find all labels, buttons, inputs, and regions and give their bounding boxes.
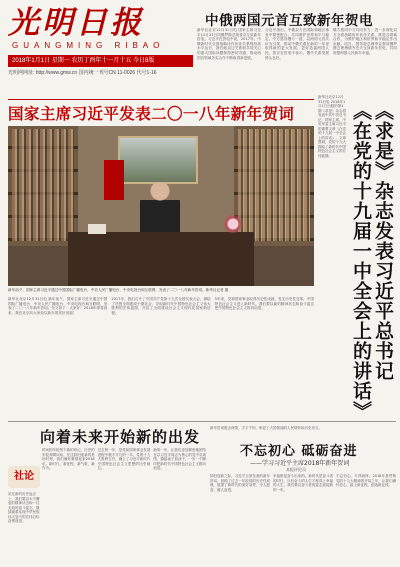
commentary-section [210,426,396,562]
commentary-column: 幸福都是奋斗出来的。新时代是奋斗者的时代，只有奋斗的人生才称得上幸福的人生。我们要以奋斗者的姿态迎接新的一年。 [273,474,333,492]
top-right-body [197,28,397,88]
commentary-column: 不忘初心，方得始终。2018年是贯彻党的十九大精神的开局之年，让我们满怀信心，踏上新征程，创造新业绩。 [336,474,396,487]
flag [104,160,124,200]
right-story-body: 新华社北京12月31日电 2018年1月1日出版的第1期《求是》杂志将发表中共中央总书记、国家主席、中央军委主席习近平的重要文章《在党的十九届一中全会上的讲话》。文章强调，党的十九大描绘了新时代中国特色社会主义的宏伟蓝图。 [318,95,346,158]
date-band: 2018年1月1日 星期一 农历丁酉年十一月十五 今日8版 [8,55,193,67]
section-divider [8,421,396,422]
commentary-headline[interactable]: 不忘初心 砥砺奋进 [240,444,358,459]
commentary-subheadline: ——学习习近平主席2018年新年贺词 [250,460,350,467]
commentary-column: 辞旧迎新之际，习近平主席发表的新年贺词，回顾了过去一年取得的历史性成就，展望了新时代的美好前景，令人振奋，催人奋进。 [210,474,270,492]
flower-vase [222,214,244,234]
masthead-pinyin: GUANGMING RIBAO [12,41,165,50]
editorial-badge: 社论 [8,466,40,488]
top-right-column: 习近平指出，中俄双方在国际和地区事务中紧密配合，共同维护世界和平与稳定。中方愿同俄方一道，以两国元首共识为引领，推动中俄关系在新的一年里取得新的更大发展，更好造福两国人民。普京在贺电中表示，俄中关系发展势头良好。 [265,28,329,60]
editorial-column: 新的一年，让我们更加紧密地团结在以习近平同志为核心的党中央周围，撸起袖子加油干，一步一个脚印把新时代中国特色社会主义推向前进。 [153,448,207,470]
masthead-title: 光明日报 [8,5,144,41]
main-headline[interactable]: 国家主席习近平发表二〇一八年新年贺词 [8,105,295,123]
landscape-painting [118,136,198,184]
divider [8,99,314,100]
top-right-headline[interactable]: 中俄两国元首互致新年贺电 [205,13,373,29]
lead-photo[interactable] [8,126,314,286]
main-body-column: 2017年，我们召开了中国共产党第十九次全国代表大会，描绘了决胜全面建成小康社会、夺取新时代中国特色社会主义伟大胜利的宏伟蓝图，开启了全面建设社会主义现代化国家新征程。 [111,297,211,315]
editorial-body [42,448,206,560]
editorial-headline[interactable]: 向着未来开始新的出发 [40,428,201,446]
desk [68,232,254,286]
commentary-body [210,474,396,560]
editorial-section [8,426,206,562]
main-body-column: 新华社北京12月31日电 新年前夕，国家主席习近平通过中国国际广播电台、中央人民广播电台、中央电视台和互联网，发表了二〇一八年新年贺词。全文如下：大家好！2018年即将到来，我在北京向大家致以新年的美好祝福！ [8,297,108,315]
books-right [238,129,310,241]
top-right-column: 新华社北京12月31日电 国家主席习近平12月31日同俄罗斯总统普京互致新年贺电。习近平在贺电中说，2017年，中俄新时代全面战略协作伙伴关系保持高水平运行，我们就双边关系和共同关心的重大国际问题保持密切沟通，推动两国各领域务实合作不断取得新进展。 [197,28,261,60]
photo-caption: 新年前夕，国家主席习近平通过中国国际广播电台、中央人民广播电台、中央电视台和互联网，发表了二〇一八年新年贺词。新华社记者 摄 [8,288,229,292]
right-story [318,95,396,421]
main-body [8,297,314,417]
editorial-column: 站在新的历史起点上，我们要以永不懈怠的精神状态和一往无前的奋斗姿态，继续朝着实现中华民族伟大复兴的宏伟目标奋勇前进。 [8,492,40,523]
editorial-column: 时间的年轮刻下新的印记，历史的车轮奔腾向前。在这辞旧迎新的美好时刻，我们满怀豪情迎来2018年。新时代，新征程，新气象，新作为。 [42,448,95,470]
editorial-column: 过去的一年，是党和国家事业发展进程中极不平凡的一年。党的十九大胜利召开，确立了习近平新时代中国特色社会主义思想的历史地位。 [97,448,151,470]
masthead [8,6,193,92]
books-left [12,129,74,241]
top-right-column: 俄方愿同中方共同努力，进一步深化双方全面战略协作伙伴关系，推进各领域合作，为维护地区和世界和平稳定作出贡献。同日，国务院总理李克强同俄罗斯总理梅德韦杰夫互致新年贺电，共同祝愿两国人民新年幸福。 [333,28,397,55]
commentary-intro: 新年贺词饱含深情，字字千钧，彰显了大国领袖的人民情怀和历史担当。 [210,426,322,430]
publication-meta: 光明网网址: http://www.gmw.cn 国内统一刊号CN 11-0026 代号1-16 [8,70,157,76]
commentary-author: 本报评论员 [286,467,306,472]
right-story-headline[interactable]: 《求是》杂志发表习近平总书记《在党的十九届一中全会上的讲话》 [350,101,394,421]
main-body-column: 5年来，党和国家事业取得历史性成就、发生历史性变革，中国特色社会主义进入新时代。我们要以新的精神状态和奋斗姿态把中国特色社会主义推向前进。 [214,297,314,311]
telephone [88,224,106,234]
speaker-figure [140,182,180,238]
